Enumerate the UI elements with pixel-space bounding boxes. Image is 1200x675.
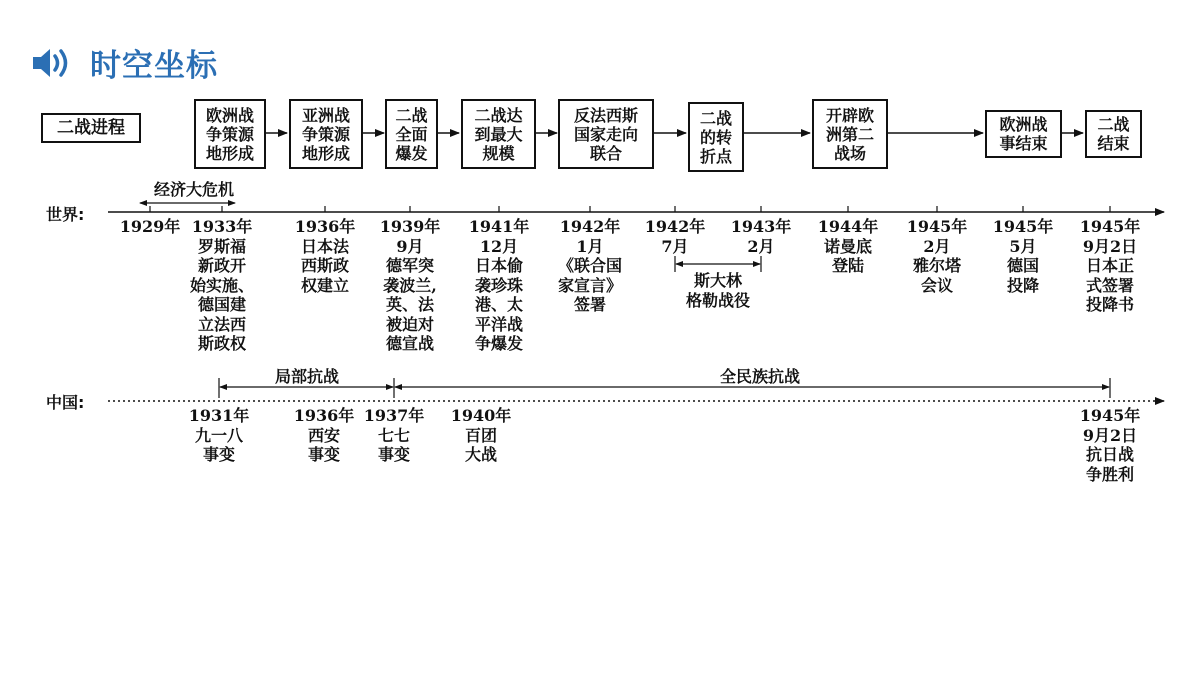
world-event: 1933年 罗斯福 新政开 始实施、 德国建 立法西 斯政权	[189, 217, 254, 353]
world-event: 1936年 日本法 西斯政 权建立	[294, 217, 356, 295]
china-event: 1936年 西安 事变	[293, 406, 355, 464]
stage-box: 开辟欧 洲第二 战场	[812, 99, 888, 169]
world-event: 1939年 9月 德军突 袭波兰, 英、法 被迫对 德宣战	[379, 217, 441, 353]
china-event: 1931年 九一八 事变	[188, 406, 250, 464]
world-event: 1944年 诺曼底 登陆	[817, 217, 879, 275]
world-event: 1945年 2月 雅尔塔 会议	[906, 217, 968, 295]
stage-box: 反法西斯 国家走向 联合	[558, 99, 654, 169]
stage-box: 二战达 到最大 规模	[461, 99, 536, 169]
china-event: 1945年 9月2日 抗日战 争胜利	[1079, 406, 1141, 484]
world-event: 1941年 12月 日本偷 袭珍珠 港、太 平洋战 争爆发	[468, 217, 530, 353]
crisis-span-label: 经济大危机	[153, 180, 234, 199]
china-event: 1940年 百团 大战	[450, 406, 512, 464]
stage-box: 二战 全面 爆发	[385, 99, 438, 169]
china-row-label: 中国:	[46, 393, 85, 412]
local-resistance-label: 局部抗战	[274, 367, 339, 386]
world-event: 1943年 2月	[730, 217, 792, 256]
world-event: 1945年 9月2日 日本正 式签署 投降书	[1079, 217, 1141, 314]
national-resistance-label: 全民族抗战	[719, 367, 800, 386]
china-event: 1937年 七七 事变	[363, 406, 425, 464]
stage-box: 欧洲战 争策源 地形成	[194, 99, 266, 169]
page-title: 时空坐标	[90, 48, 218, 84]
stalingrad-label: 斯大林 格勒战役	[685, 271, 750, 310]
war-progress-label: 二战进程	[41, 113, 141, 143]
world-row-label: 世界:	[46, 205, 85, 224]
stage-box: 二战 的转 折点	[688, 102, 744, 172]
world-ticks	[150, 206, 1110, 212]
stage-box: 欧洲战 事结束	[985, 110, 1062, 158]
world-event: 1929年	[119, 217, 181, 236]
world-event: 1945年 5月 德国 投降	[992, 217, 1054, 295]
stage-box: 二战 结束	[1085, 110, 1142, 158]
world-event: 1942年 7月	[644, 217, 706, 256]
world-event: 1942年 1月 《联合国 家宣言》 签署	[557, 217, 622, 314]
stage-box: 亚洲战 争策源 地形成	[289, 99, 363, 169]
